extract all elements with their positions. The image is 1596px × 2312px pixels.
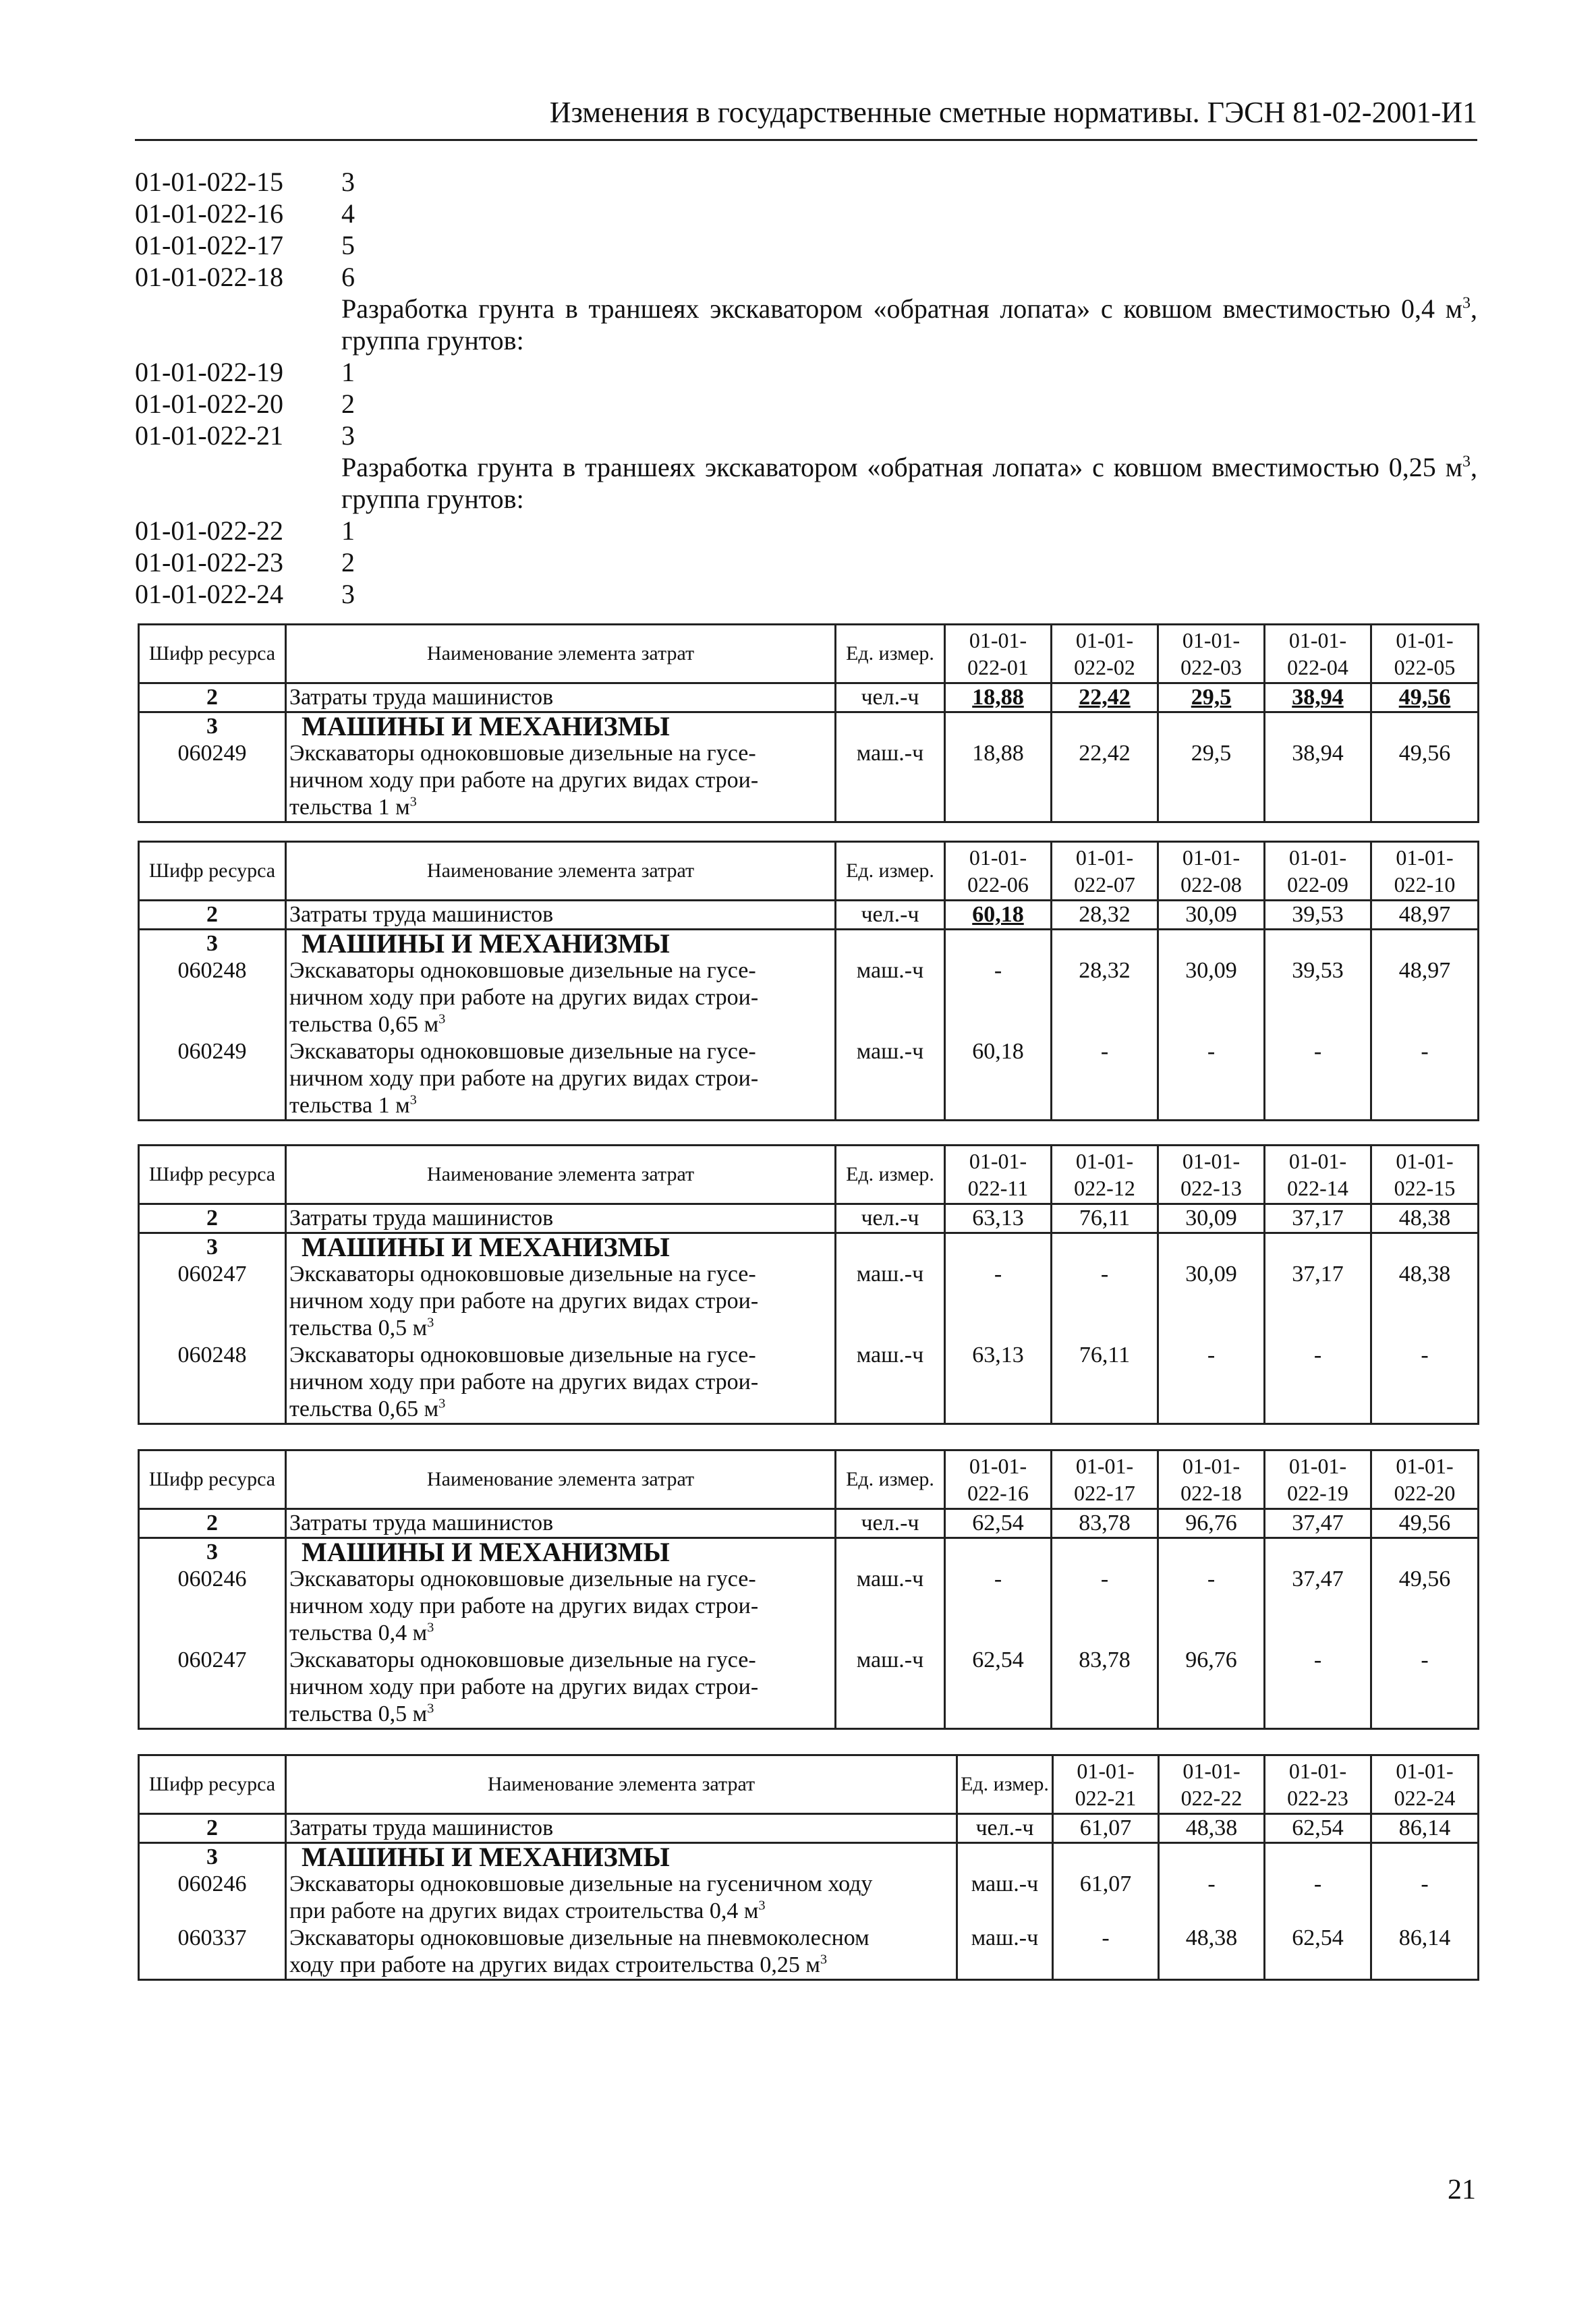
- col-header-norm: 01-01- 022-22: [1159, 1755, 1265, 1814]
- norm-code-row: [135, 198, 1477, 229]
- col-header-norm: 01-01- 022-10: [1371, 842, 1479, 901]
- col-header-norm: 01-01- 022-01: [945, 625, 1052, 683]
- norm-code-row: [135, 356, 1477, 388]
- resource-row: 060337 Экскаваторы одноковшовые дизельные на пневмоколесном ходу при работе на других видах строительства 0,25 $м^3$ маш.-ч - 48,38 62,54 86,14: [139, 1925, 1479, 1980]
- norm-code-row: [135, 261, 1477, 293]
- soil-group-number: 3: [341, 579, 355, 609]
- soil-group-number: 3: [341, 167, 355, 197]
- col-header-norm: 01-01- 022-08: [1158, 842, 1265, 901]
- resource-row: 060248 Экскаваторы одноковшовые дизельные на гусе- ничном ходу при работе на других видах строи- тельства 0,65 $м^3$ маш.-ч 63,13 76,11 - - -: [139, 1342, 1479, 1424]
- resource-row: 060246 Экскаваторы одноковшовые дизельные на гусе- ничном ходу при работе на других видах строи- тельства 0,4 $м^3$ маш.-ч - - - 37,47 49,56: [139, 1566, 1479, 1647]
- col-header-norm: 01-01- 022-04: [1265, 625, 1371, 683]
- soil-group-number: 2: [341, 547, 355, 577]
- resource-row: 060247 Экскаваторы одноковшовые дизельные на гусе- ничном ходу при работе на других видах строи- тельства 0,5 $м^3$ маш.-ч 62,54 83,78 96,76 - -: [139, 1647, 1479, 1729]
- labor-row: 2 Затраты труда машинистов чел.-ч 62,54 83,78 96,76 37,47 49,56: [139, 1509, 1479, 1538]
- running-header-title: Изменения в государственные сметные нормативы. ГЭСН 81-02-2001-И1: [549, 96, 1477, 129]
- norm-code: 01-01-022-22: [135, 515, 283, 546]
- section-row: 3 МАШИНЫ И МЕХАНИЗМЫ: [139, 1843, 1479, 1871]
- norm-code: 01-01-022-23: [135, 547, 283, 577]
- running-header: [135, 93, 1477, 141]
- soil-group-number: 2: [341, 389, 355, 419]
- norm-code-row: [135, 166, 1477, 198]
- norm-code-row: [135, 420, 1477, 451]
- norm-code: 01-01-022-17: [135, 230, 283, 260]
- col-header-code: Шифр ресурса: [139, 842, 286, 901]
- col-header-norm: 01-01- 022-20: [1371, 1450, 1479, 1509]
- norm-code-row: [135, 515, 1477, 546]
- col-header-norm: 01-01- 022-02: [1052, 625, 1158, 683]
- norm-code: 01-01-022-21: [135, 420, 283, 451]
- col-header-name: Наименование элемента затрат: [286, 1450, 836, 1509]
- col-header-code: Шифр ресурса: [139, 1755, 286, 1814]
- section-row: 3 МАШИНЫ И МЕХАНИЗМЫ: [139, 1233, 1479, 1262]
- group-description-025m3: Разработка грунта в траншеях экскаватором «обратная лопата» с ковшом вместимостью 0,25 $м^3$, группа грунтов:: [341, 452, 1477, 514]
- col-header-unit: Ед. измер.: [957, 1755, 1053, 1814]
- col-header-norm: 01-01- 022-24: [1371, 1755, 1479, 1814]
- resource-row: 060248 Экскаваторы одноковшовые дизельные на гусе- ничном ходу при работе на других видах строи- тельства 0,65 $м^3$ маш.-ч - 28,32 30,09 39,53 48,97: [139, 957, 1479, 1038]
- labor-row: 2 Затраты труда машинистов чел.-ч 18,88 22,42 29,5 38,94 49,56: [139, 683, 1479, 712]
- norm-code: 01-01-022-15: [135, 167, 283, 197]
- norm-code-list: [135, 166, 1477, 610]
- norm-code-row: [135, 578, 1477, 610]
- norm-code-row: [135, 546, 1477, 578]
- section-row: 3 МАШИНЫ И МЕХАНИЗМЫ: [139, 930, 1479, 958]
- labor-row: 2 Затраты труда машинистов чел.-ч 60,18 28,32 30,09 39,53 48,97: [139, 901, 1479, 930]
- norm-code: 01-01-022-19: [135, 357, 283, 387]
- resource-table-4: [138, 1449, 1479, 1730]
- col-header-norm: 01-01- 022-06: [945, 842, 1052, 901]
- norm-code-row: [135, 388, 1477, 420]
- col-header-norm: 01-01- 022-14: [1265, 1146, 1371, 1204]
- soil-group-number: 3: [341, 420, 355, 451]
- col-header-norm: 01-01- 022-17: [1052, 1450, 1158, 1509]
- resource-table-5: [138, 1754, 1479, 1981]
- resource-table-1: [138, 623, 1479, 823]
- col-header-norm: 01-01- 022-19: [1265, 1450, 1371, 1509]
- col-header-name: Наименование элемента затрат: [286, 625, 836, 683]
- group-description-04m3: Разработка грунта в траншеях экскаватором «обратная лопата» с ковшом вместимостью 0,4 $м^3$, группа грунтов:: [341, 293, 1477, 356]
- resource-table-3: [138, 1144, 1479, 1425]
- col-header-norm: 01-01- 022-23: [1265, 1755, 1371, 1814]
- col-header-unit: Ед. измер.: [836, 1450, 945, 1509]
- col-header-norm: 01-01- 022-07: [1052, 842, 1158, 901]
- col-header-norm: 01-01- 022-16: [945, 1450, 1052, 1509]
- soil-group-number: 6: [341, 262, 355, 292]
- col-header-norm: 01-01- 022-05: [1371, 625, 1479, 683]
- col-header-norm: 01-01- 022-21: [1053, 1755, 1159, 1814]
- col-header-name: Наименование элемента затрат: [286, 842, 836, 901]
- norm-code-row: [135, 229, 1477, 261]
- soil-group-number: 4: [341, 198, 355, 229]
- col-header-norm: 01-01- 022-18: [1158, 1450, 1265, 1509]
- section-row: 3 МАШИНЫ И МЕХАНИЗМЫ: [139, 1538, 1479, 1567]
- resource-row: 060249 Экскаваторы одноковшовые дизельные на гусе- ничном ходу при работе на других видах строи- тельства 1 $м^3$ маш.-ч 18,88 22,42 29,5 38,94 49,56: [139, 740, 1479, 822]
- norm-code: 01-01-022-16: [135, 198, 283, 229]
- resource-row: 060249 Экскаваторы одноковшовые дизельные на гусе- ничном ходу при работе на других видах строи- тельства 1 $м^3$ маш.-ч 60,18 - - - -: [139, 1038, 1479, 1121]
- resource-table-2: [138, 841, 1479, 1121]
- soil-group-number: 5: [341, 230, 355, 260]
- col-header-name: Наименование элемента затрат: [286, 1755, 957, 1814]
- col-header-norm: 01-01- 022-03: [1158, 625, 1265, 683]
- norm-code: 01-01-022-20: [135, 389, 283, 419]
- col-header-unit: Ед. измер.: [836, 625, 945, 683]
- page-number: 21: [1448, 2174, 1476, 2205]
- col-header-code: Шифр ресурса: [139, 1146, 286, 1204]
- section-row: 3 МАШИНЫ И МЕХАНИЗМЫ: [139, 712, 1479, 741]
- norm-code: 01-01-022-18: [135, 262, 283, 292]
- col-header-name: Наименование элемента затрат: [286, 1146, 836, 1204]
- col-header-norm: 01-01- 022-09: [1265, 842, 1371, 901]
- soil-group-number: 1: [341, 515, 355, 546]
- labor-row: 2 Затраты труда машинистов чел.-ч 61,07 48,38 62,54 86,14: [139, 1814, 1479, 1843]
- labor-row: 2 Затраты труда машинистов чел.-ч 63,13 76,11 30,09 37,17 48,38: [139, 1204, 1479, 1233]
- col-header-norm: 01-01- 022-15: [1371, 1146, 1479, 1204]
- col-header-unit: Ед. измер.: [836, 1146, 945, 1204]
- col-header-norm: 01-01- 022-11: [945, 1146, 1052, 1204]
- resource-row: 060246 Экскаваторы одноковшовые дизельные на гусеничном ходу при работе на других видах строительства 0,4 $м^3$ маш.-ч 61,07 - - -: [139, 1871, 1479, 1925]
- col-header-code: Шифр ресурса: [139, 625, 286, 683]
- soil-group-number: 1: [341, 357, 355, 387]
- resource-row: 060247 Экскаваторы одноковшовые дизельные на гусе- ничном ходу при работе на других видах строи- тельства 0,5 $м^3$ маш.-ч - - 30,09 37,17 48,38: [139, 1261, 1479, 1342]
- col-header-norm: 01-01- 022-13: [1158, 1146, 1265, 1204]
- col-header-code: Шифр ресурса: [139, 1450, 286, 1509]
- col-header-unit: Ед. измер.: [836, 842, 945, 901]
- col-header-norm: 01-01- 022-12: [1052, 1146, 1158, 1204]
- norm-code: 01-01-022-24: [135, 579, 283, 609]
